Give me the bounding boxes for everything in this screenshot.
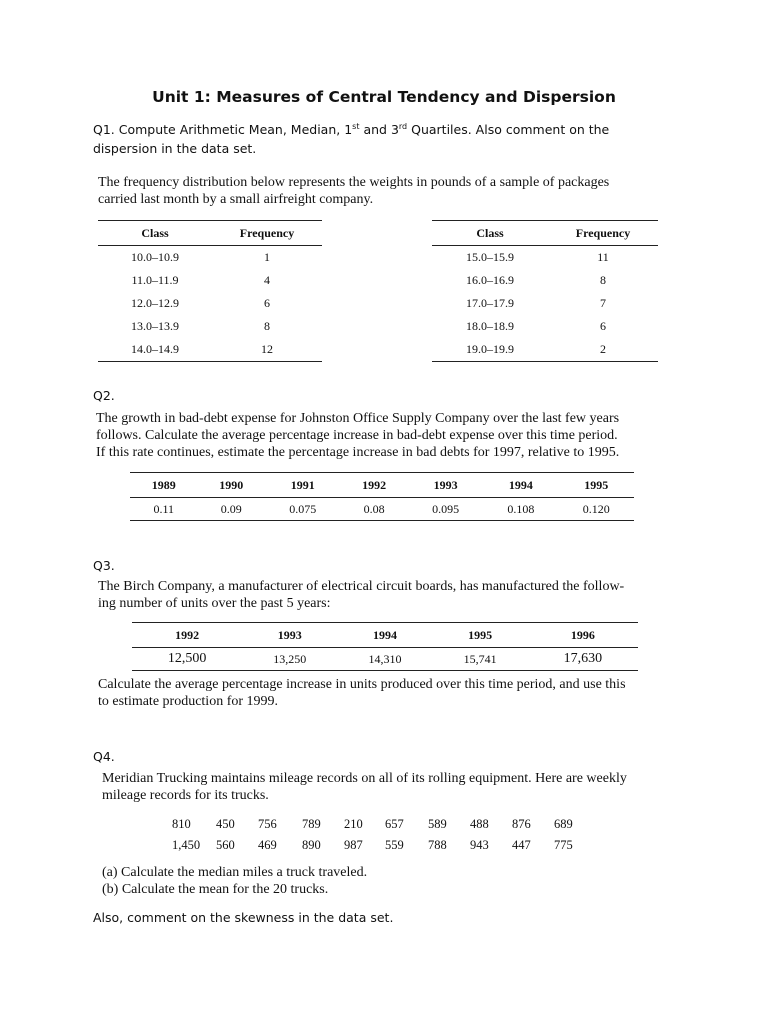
mileage-cell: 775 xyxy=(554,838,573,852)
table-row xyxy=(130,498,634,521)
frequency-cell: 6 xyxy=(264,296,270,310)
year-header: 1991 xyxy=(265,473,340,498)
table-row xyxy=(98,269,322,292)
table-row xyxy=(432,269,658,292)
mileage-cell: 469 xyxy=(258,838,277,852)
q3-followup xyxy=(98,676,698,710)
mileage-cell: 788 xyxy=(428,838,447,852)
mileage-cell: 450 xyxy=(216,817,235,831)
q3-label: Q3. xyxy=(93,558,115,573)
year-header: 1992 xyxy=(132,623,242,648)
value-cell: 0.108 xyxy=(483,498,558,521)
q1-text-part: Quartiles. Also comment on the dispersion in the data set. xyxy=(93,122,610,156)
frequency-cell: 6 xyxy=(600,319,606,333)
mileage-cell: 657 xyxy=(385,817,404,831)
q4-comment: Also, comment on the skewness in the data set. xyxy=(93,910,394,925)
frequency-header: Frequency xyxy=(212,221,322,246)
table-row xyxy=(432,246,658,270)
year-header: 1995 xyxy=(433,623,528,648)
q3-table xyxy=(132,622,638,671)
q1-problem-line: carried last month by a small airfreight company. xyxy=(98,192,374,207)
class-cell: 17.0–17.9 xyxy=(466,296,514,310)
mileage-cell: 987 xyxy=(344,838,363,852)
table-row xyxy=(432,292,658,315)
q1-sup-rd: rd xyxy=(398,121,408,131)
value-cell: 0.095 xyxy=(408,498,483,521)
q1-problem-line: The frequency distribution below represents the weights in pounds of a sample of packages xyxy=(98,175,610,190)
class-cell: 11.0–11.9 xyxy=(131,273,179,287)
value-cell: 14,310 xyxy=(337,648,432,671)
q3-followup-line: to estimate production for 1999. xyxy=(98,694,279,709)
frequency-cell: 1 xyxy=(264,250,270,264)
table-row xyxy=(432,338,658,362)
table-row xyxy=(98,246,322,270)
value-cell: 0.08 xyxy=(340,498,408,521)
page-title: Unit 1: Measures of Central Tendency and Dispersion xyxy=(152,88,616,106)
table-row xyxy=(98,315,322,338)
table-row xyxy=(98,338,322,362)
q4-problem xyxy=(102,770,702,804)
year-header: 1990 xyxy=(198,473,266,498)
q1-table-left xyxy=(98,220,322,362)
value-cell: 15,741 xyxy=(433,648,528,671)
mileage-cell: 560 xyxy=(216,838,235,852)
q1-text-part: and 3 xyxy=(359,122,399,137)
table-row xyxy=(98,292,322,315)
class-cell: 16.0–16.9 xyxy=(466,273,514,287)
class-cell: 14.0–14.9 xyxy=(98,338,212,362)
year-header: 1996 xyxy=(528,623,638,648)
q1-instruction xyxy=(93,120,653,158)
mileage-cell: 589 xyxy=(428,817,447,831)
year-header: 1994 xyxy=(483,473,558,498)
q2-problem-line: The growth in bad-debt expense for Johnston Office Supply Company over the last few years xyxy=(96,411,620,426)
frequency-cell: 8 xyxy=(600,273,606,287)
mileage-cell: 689 xyxy=(554,817,573,831)
frequency-cell: 11 xyxy=(597,250,609,264)
frequency-cell: 8 xyxy=(264,319,270,333)
class-header: Class xyxy=(432,221,548,246)
class-cell: 10.0–10.9 xyxy=(131,250,179,264)
q2-problem xyxy=(96,410,696,461)
value-cell: 12,500 xyxy=(132,648,242,671)
class-cell: 18.0–18.9 xyxy=(466,319,514,333)
q3-problem-line: ing number of units over the past 5 years: xyxy=(98,596,331,611)
frequency-cell: 4 xyxy=(264,273,270,287)
value-cell: 0.11 xyxy=(130,498,198,521)
year-header: 1993 xyxy=(408,473,483,498)
q3-problem-line: The Birch Company, a manufacturer of electrical circuit boards, has manufactured the follow- xyxy=(98,579,625,594)
q2-label: Q2. xyxy=(93,388,115,403)
q4-mileage-table xyxy=(172,814,584,856)
value-cell: 0.075 xyxy=(265,498,340,521)
q1-label: Q1. xyxy=(93,122,115,137)
year-header: 1993 xyxy=(242,623,337,648)
class-header: Class xyxy=(98,221,212,246)
year-header: 1989 xyxy=(130,473,198,498)
mileage-cell: 756 xyxy=(258,817,277,831)
frequency-cell: 7 xyxy=(600,296,606,310)
q4-problem-line: Meridian Trucking maintains mileage records on all of its rolling equipment. Here are weekly xyxy=(102,771,627,786)
q2-table xyxy=(130,472,634,521)
mileage-cell: 210 xyxy=(344,817,363,831)
table-row xyxy=(432,315,658,338)
class-cell: 15.0–15.9 xyxy=(466,250,514,264)
frequency-header: Frequency xyxy=(548,221,658,246)
table-row xyxy=(172,814,584,835)
q3-problem xyxy=(98,578,698,612)
mileage-cell: 876 xyxy=(512,817,531,831)
value-cell: 0.120 xyxy=(559,498,634,521)
mileage-cell: 810 xyxy=(172,817,191,831)
q4-parts xyxy=(102,864,602,898)
year-header: 1992 xyxy=(340,473,408,498)
mileage-cell: 488 xyxy=(470,817,489,831)
q1-table-right xyxy=(432,220,658,362)
table-row xyxy=(132,648,638,671)
mileage-cell: 943 xyxy=(470,838,489,852)
value-cell: 17,630 xyxy=(528,648,638,671)
frequency-cell: 12 xyxy=(212,338,322,362)
mileage-cell: 890 xyxy=(302,838,321,852)
q3-followup-line: Calculate the average percentage increase in units produced over this time period, and use this xyxy=(98,677,626,692)
mileage-cell: 447 xyxy=(512,838,531,852)
q4-label: Q4. xyxy=(93,749,115,764)
q4-problem-line: mileage records for its trucks. xyxy=(102,788,269,803)
mileage-cell: 789 xyxy=(302,817,321,831)
class-cell: 13.0–13.9 xyxy=(131,319,179,333)
value-cell: 0.09 xyxy=(198,498,266,521)
q2-problem-line: follows. Calculate the average percentage increase in bad-debt expense over this time period. xyxy=(96,428,618,443)
frequency-cell: 2 xyxy=(548,338,658,362)
value-cell: 13,250 xyxy=(242,648,337,671)
q1-text-part: Compute Arithmetic Mean, Median, 1 xyxy=(118,122,353,137)
q1-problem xyxy=(98,174,678,208)
class-cell: 19.0–19.9 xyxy=(432,338,548,362)
mileage-cell: 1,450 xyxy=(172,838,201,852)
q2-problem-line: If this rate continues, estimate the percentage increase in bad debts for 1997, relative to 1995. xyxy=(96,445,620,460)
q1-sup-st: st xyxy=(352,121,360,131)
year-header: 1995 xyxy=(559,473,634,498)
table-row xyxy=(172,835,584,856)
year-header: 1994 xyxy=(337,623,432,648)
class-cell: 12.0–12.9 xyxy=(131,296,179,310)
mileage-cell: 559 xyxy=(385,838,404,852)
q4-part-a: (a) Calculate the median miles a truck traveled. xyxy=(102,865,368,880)
q4-part-b: (b) Calculate the mean for the 20 trucks. xyxy=(102,882,329,897)
